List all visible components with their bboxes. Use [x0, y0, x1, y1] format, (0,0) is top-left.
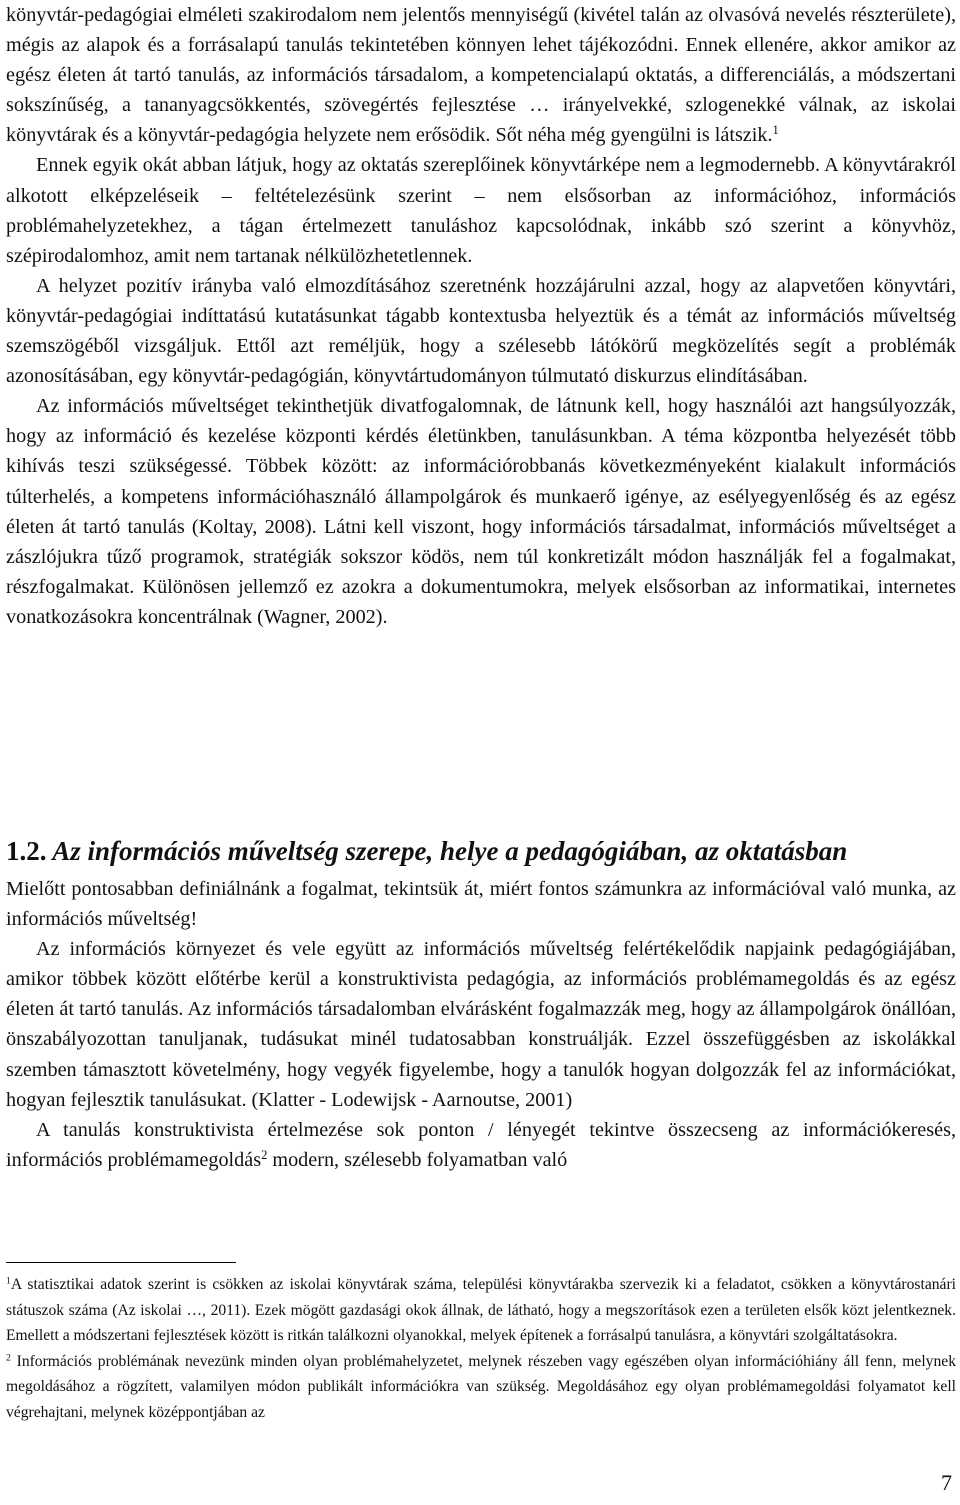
footnote-marker: 1 [6, 1275, 11, 1287]
page-number: 7 [941, 1470, 952, 1495]
footnote-text: A statisztikai adatok szerint is csökken az iskolai könyvtárak száma, települési könyvtárakba szervezik ki a feladatot, csökken a könyvtárostanári státuszok száma (Az iskolai …, 2011). Ezek mögött gazdasági okok állnak, de látható, hogy a megszorítások ezen a területen elsők közt jelentkeznek. Emellett a módszertani fejlesztések között is ritkán találkozni olyanokkal, melyek építenek a forrásalpú tanulásra, a könyvtári szolgáltatásokra. [6, 1276, 956, 1344]
paragraph: Az információs műveltséget tekinthetjük divatfogalomnak, de látnunk kell, hogy használói azt hangsúlyozzák, hogy az információ és kezelése központi kérdés életünkben, tanulásunkban. A téma központba helyezését több kihívás teszi szükségessé. Többek között: az információrobbanás következményeként kialakult információs túlterhelés, a kompetens információhasználó állampolgárok és munkaerő igénye, az esélyegyenlőség és az egész életen át tartó tanulás (Koltay, 2008). Látni kell viszont, hogy információs társadalmat, információs műveltséget a zászlójukra tűző programok, stratégiák sokszor ködös, nem túl konkretizált módon használják fel a fogalmakat, részfogalmakat. Különösen jellemző ez azokra a dokumentumokra, melyek elsősorban az informatikai, internetes vonatkozásokra koncentrálnak (Wagner, 2002). [6, 395, 956, 628]
footnote [6, 1272, 956, 1349]
paragraph: Az információs környezet és vele együtt az információs műveltség felértékelődik napjaink pedagógiájában, amikor többek között előtérbe kerül a konstruktivista pedagógia, az információs problémamegoldás és az egész életen át tartó tanulás. Az információs társadalomban elvárásként fogalmazzák meg, hogy az állampolgárok önállóan, önszabályozottan tanuljanak, tudásukat minél tudatosabban konstruálják. Ezzel összefüggésben az iskolákkal szemben támasztott követelmény, hogy vegyék figyelembe, hogy a tanulók hogyan dolgozzák fel az információkat, hogyan fejlesztik tanulásukat. (Klatter - Lodewijsk - Aarnoutse, 2001) [6, 938, 956, 1111]
footnotes [6, 1272, 956, 1425]
paragraph: Ennek egyik okát abban látjuk, hogy az oktatás szereplőinek könyvtárképe nem a legmodernebb. A könyvtárakról alkotott elképzeléseik – feltételezésünk szerint – nem elsősorban az információhoz, információs problémahelyzetekhez, a tágan értelmezett tanuláshoz kapcsolódnak, inkább szó szerint a könyvhöz, szépirodalomhoz, amit nem tartanak nélkülözhetetlennek. [6, 154, 956, 267]
section-title: Az információs műveltség szerepe, helye a pedagógiában, az oktatásban [52, 836, 848, 866]
paragraph: A helyzet pozitív irányba való elmozdításához szeretnénk hozzájárulni azzal, hogy az alapvetően könyvtári, könyvtár-pedagógiai indíttatású kutatásunkat tágabb kontextusba helyeztük és a témát az információs műveltség szemszögéből vizsgáljuk. Ettől azt reméljük, hogy a szélesebb látókörű megközelítés segít a problémák azonosításában, egy könyvtár-pedagógián, könyvtártudományon túlmutató diskurzus elindításában. [6, 274, 956, 388]
footnote-ref[interactable]: 1 [772, 123, 779, 138]
footnote-ref[interactable]: 2 [261, 1147, 268, 1162]
paragraph-text: könyvtár-pedagógiai elméleti szakirodalom nem jelentős mennyiségű (kivétel talán az olvasóvá nevelés részterülete), mégis az alapok és a forrásalapú tanulás tekintetében könnyen lehet tájékozódni. Ennek ellenére, akkor amikor az egész életen át tartó tanulás, az információs társadalom, a kompetencialapú oktatás, a differenciálás, a módszertani sokszínűség, a tananyagcsökkentés, szövegértés fejlesztése … irányelvekké, szlogenekké válnak, az iskolai könyvtárak és a könyvtár-pedagógia helyzete nem erősödik. Sőt néha még gyengülni is látszik. [6, 4, 956, 147]
footnote [6, 1349, 956, 1426]
paragraph-continued [6, 0, 956, 150]
paragraph [6, 1115, 956, 1175]
paragraph: Mielőtt pontosabban definiálnánk a fogalmat, tekintsük át, miért fontos számunkra az információval való munka, az információs műveltség! [6, 878, 956, 931]
paragraph-text: modern, szélesebb folyamatban való [267, 1148, 568, 1171]
footnote-text: Információs problémának nevezünk minden olyan problémahelyzetet, melynek részeben vagy egészében olyan információhiány áll fenn, melynek megoldásához a rögzített, valamilyen módon publikált információkra van szükség. Megoldásához egy olyan problémamegoldási folyamatot kell végrehajtani, melynek középpontjában az [6, 1352, 956, 1421]
footnote-marker: 2 [6, 1352, 11, 1364]
footnote-divider [6, 1262, 236, 1263]
paragraph-text: A tanulás konstruktivista értelmezése sok ponton / lényegét tekintve összecseng az információkeresés, információs problémamegoldás [6, 1118, 956, 1171]
section-heading [6, 833, 956, 869]
body-text-top [6, 0, 956, 632]
section-number: 1.2. [6, 836, 47, 866]
body-text-bottom [6, 874, 956, 1175]
